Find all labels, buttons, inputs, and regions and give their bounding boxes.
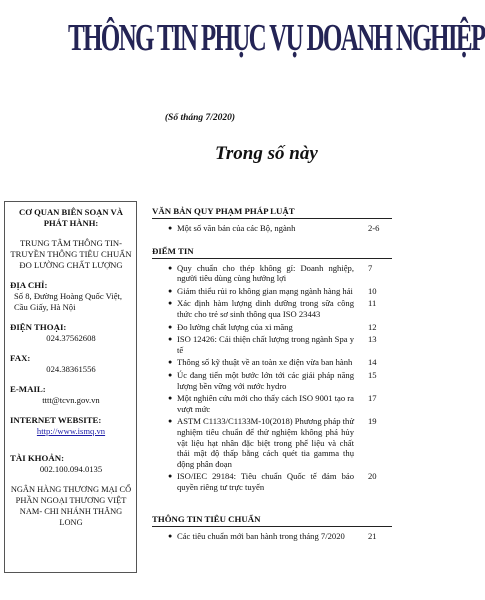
toc-item-text: Thông số kỹ thuật về an toàn xe điện vừa ban hành bbox=[177, 357, 353, 368]
table-of-contents bbox=[152, 206, 392, 542]
toc-section-title: VĂN BẢN QUY PHẠM PHÁP LUẬT bbox=[152, 206, 392, 219]
toc-section-title: THÔNG TIN TIÊU CHUẨN bbox=[152, 514, 392, 527]
toc-item-page: 11 bbox=[368, 298, 377, 309]
toc-item-text: Xác định hàm lượng dinh dưỡng trong sữa công thức cho trẻ sơ sinh thông qua ISO 23443 bbox=[177, 298, 354, 319]
toc-item[interactable] bbox=[152, 471, 392, 492]
toc-item-page: 2-6 bbox=[368, 223, 380, 233]
toc-item[interactable] bbox=[152, 370, 392, 391]
toc-item-text: Các tiêu chuẩn mới ban hành trong tháng 7/2020 bbox=[177, 531, 345, 542]
account-label: TÀI KHOẢN: bbox=[10, 453, 65, 463]
toc-item-page: 15 bbox=[368, 369, 377, 380]
toc-item-page: 19 bbox=[368, 416, 377, 427]
toc-item[interactable] bbox=[152, 322, 392, 333]
toc-item[interactable] bbox=[152, 298, 392, 319]
bank-name: NGÂN HÀNG THƯƠNG MẠI CỔ PHẦN NGOẠI THƯƠNG VIỆT NAM- CHI NHÁNH THĂNG LONG bbox=[10, 485, 132, 527]
bullet-icon: ● bbox=[168, 335, 173, 344]
toc-item-text: Một nghiên cứu mới cho thấy cách ISO 9001 tạo ra vượt mức bbox=[177, 393, 354, 414]
toc-item-page: 17 bbox=[368, 393, 377, 404]
toc-item-page: 12 bbox=[368, 321, 377, 332]
bullet-icon: ● bbox=[168, 224, 173, 232]
contents-heading: Trong số này bbox=[215, 143, 318, 164]
toc-item-text: Giảm thiểu rủi ro không gian mạng ngành hàng hải bbox=[177, 285, 353, 296]
toc-item[interactable] bbox=[152, 416, 392, 469]
toc-item-page: 13 bbox=[368, 334, 377, 345]
toc-item-text: Đo lường chất lượng của xi măng bbox=[177, 321, 293, 332]
bullet-icon: ● bbox=[168, 322, 173, 331]
toc-item[interactable] bbox=[152, 357, 392, 368]
toc-section-standards bbox=[152, 514, 392, 542]
toc-section-title: ĐIỂM TIN bbox=[152, 246, 392, 259]
bullet-icon: ● bbox=[168, 472, 173, 481]
bullet-icon: ● bbox=[168, 394, 173, 403]
toc-item-page: 7 bbox=[368, 262, 373, 273]
bullet-icon: ● bbox=[168, 370, 173, 379]
publisher-heading: CƠ QUAN BIÊN SOẠN VÀ PHÁT HÀNH: bbox=[19, 207, 123, 228]
bullet-icon: ● bbox=[168, 286, 173, 295]
email-value: tttt@tcvn.gov.vn bbox=[42, 395, 100, 405]
toc-item[interactable] bbox=[152, 286, 392, 297]
account-value: 002.100.094.0135 bbox=[39, 464, 103, 474]
bullet-icon: ● bbox=[168, 358, 173, 367]
bullet-icon: ● bbox=[168, 263, 173, 272]
publisher-org: TRUNG TÂM THÔNG TIN-TRUYỀN THÔNG TIÊU CHUẨN ĐO LƯỜNG CHẤT LƯỢNG bbox=[10, 238, 132, 270]
website-link[interactable]: http://www.ismq.vn bbox=[36, 426, 106, 436]
toc-item-text: Quy chuẩn cho thép không gỉ: Doanh nghiệp, người tiêu dùng cùng hưởng lợi bbox=[177, 262, 354, 284]
fax-label: FAX: bbox=[10, 353, 31, 363]
toc-item-page: 21 bbox=[368, 531, 377, 542]
address-value: Số 8, Đường Hoàng Quốc Việt, Cầu Giấy, Hà Nội bbox=[14, 291, 123, 312]
toc-item-page: 14 bbox=[368, 357, 377, 368]
toc-item[interactable] bbox=[152, 223, 392, 234]
toc-item-text: ASTM C1133/C1133M-10(2018) Phương pháp thử nghiệm tiêu chuẩn để thử nghiệm không phá hủy vật liệu hạt nhân đặc biệt trong phế liệu và chất thải mật độ thấp bằng cách quét tia gamma thụ động phân đoạn bbox=[177, 416, 354, 469]
toc-item[interactable] bbox=[152, 263, 392, 284]
phone-label: ĐIỆN THOẠI: bbox=[10, 322, 67, 332]
phone-value: 024.37562608 bbox=[46, 333, 96, 343]
bullet-icon: ● bbox=[168, 299, 173, 308]
toc-item-page: 10 bbox=[368, 285, 377, 296]
toc-section-news bbox=[152, 246, 392, 493]
masthead-title: THÔNG TIN PHỤC VỤ DOANH NGHIỆP bbox=[68, 17, 485, 59]
fax-value: 024.38361556 bbox=[46, 364, 96, 374]
bullet-icon: ● bbox=[168, 417, 173, 426]
toc-item[interactable] bbox=[152, 531, 392, 542]
toc-item[interactable] bbox=[152, 334, 392, 355]
toc-item-text: ISO/IEC 29184: Tiêu chuẩn Quốc tế đảm bảo quyền riêng tư trực tuyến bbox=[177, 471, 354, 492]
toc-item-text: Một số văn bản của các Bộ, ngành bbox=[177, 223, 296, 233]
publisher-info-box bbox=[4, 201, 137, 573]
toc-item-page: 20 bbox=[368, 471, 377, 482]
website-label: INTERNET WEBSITE: bbox=[10, 415, 102, 425]
address-label: ĐỊA CHỈ: bbox=[10, 280, 48, 290]
toc-item-text: Úc đang tiến một bước lớn tới các giải pháp năng lượng bền vững với nước hydro bbox=[177, 369, 354, 391]
bullet-icon: ● bbox=[168, 532, 173, 541]
toc-item[interactable] bbox=[152, 393, 392, 414]
email-label: E-MAIL: bbox=[10, 384, 46, 394]
toc-item-text: ISO 12426: Cải thiện chất lượng trong ngành Spa y tế bbox=[177, 334, 354, 355]
toc-section-legal bbox=[152, 206, 392, 234]
issue-label: (Số tháng 7/2020) bbox=[164, 113, 236, 123]
